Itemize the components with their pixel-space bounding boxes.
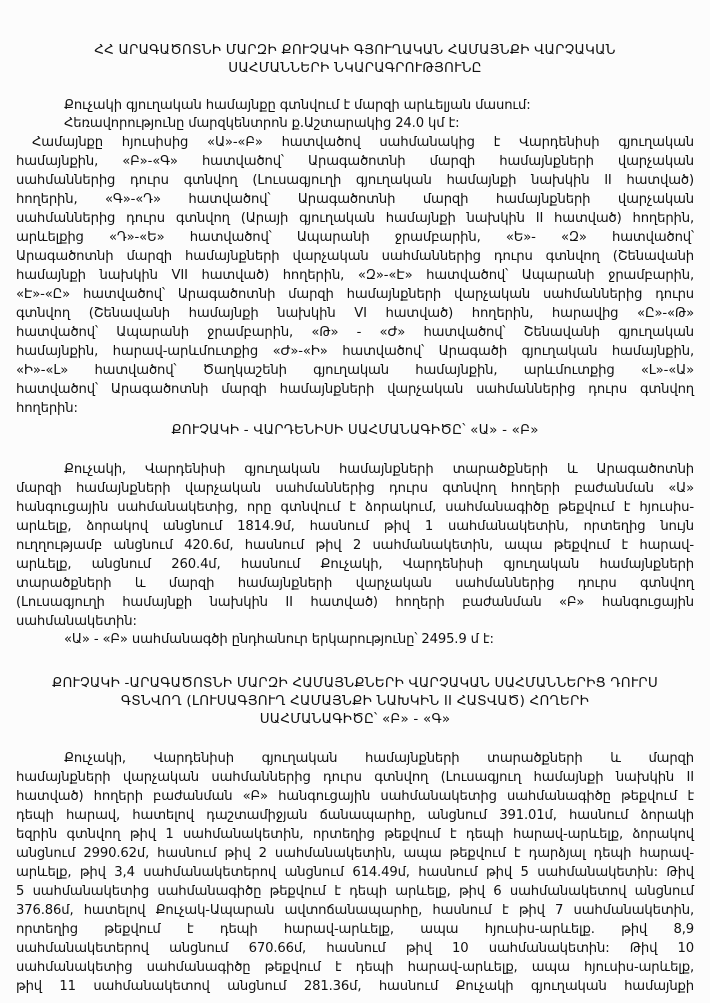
paragraph-line: տարածքների և մարզի համայնքների վարչական սահմաններից դուրս գտնվող	[16, 576, 694, 591]
paragraph-line: Քուչակի, Վարդենիսի գյուղական համայնքների տարածքների և Արագածոտնի	[64, 462, 694, 477]
paragraph-line: ուղղությամբ անցնում 420.6մ, հասնում թիվ 2 սահմանակետին, ապա թեքվում է հարավ-	[16, 538, 694, 553]
section-heading-b-g-line-3: ՍԱՀՄԱՆԱԳԻԾԸ՝ «Բ» - «Գ»	[259, 711, 451, 727]
paragraph-line: մարզի համայնքների վարչական սահմաններից դուրս գտնվող հողերի բաժանման «Ա»	[16, 481, 694, 496]
paragraph-line: հողերին, «Գ»-«Դ» հատվածով՝ Արագածոտնի մարզի համայնքների վարչական	[16, 192, 694, 207]
paragraph-line: Քուչակի, Վարդենիսի գյուղական համայնքների տարածքների և մարզի	[64, 751, 694, 766]
paragraph-line: թիվ 11 սահմանակետով անցնում 281.36մ, հասնում Քուչակի գյուղական համայնքի	[16, 979, 694, 994]
paragraph-line: արևելքից «Դ»-«Ե» հատվածով՝ Ապարանի ջրամբարին, «Ե»- «Զ» հատվածով՝	[16, 230, 694, 245]
paragraph-line: դեպի հարավ, հատելով դաշտամիջյան ճանապարհը, անցնում 391.01մ, հասնում ձորակի	[16, 808, 694, 823]
paragraph-line: սահմանակետերով անցնում 670.66մ, հասնում թիվ 10 սահմանակետին: Թիվ 10	[16, 941, 694, 956]
paragraph-line: արևելք, անցնում 260.4մ, հասնում Քուչակի, Վարդենիսի գյուղական համայնքների	[16, 557, 694, 572]
paragraph-line: համայնքին, հարավ-արևմուտքից «Ժ»-«Ի» հատվածով՝ Արագածի գյուղական համայնքին,	[16, 344, 694, 359]
paragraph-line: հատված) հողերի բաժանման «Բ» հանգուցային սահմանակետից սահմանագիծը թեքվում է	[16, 789, 694, 804]
document-title-line-2: ՍԱՀՄԱՆՆԵՐԻ ՆԿԱՐԱԳՐՈՒԹՅՈՒՆԸ	[228, 60, 482, 76]
paragraph-line: (Լուսագյուղի համայնքի նախկին II հատված) հողերի բաժանման «Բ» հանգուցային	[16, 595, 694, 610]
paragraph-line: գտնվող (Շենավանի համայնքի նախկին VI հատված) հողերին, հարավից «Ը»-«Թ»	[16, 306, 694, 321]
paragraph-line: հանգուցային սահմանակետից, որը գտնվում է ձորակում, սահմանագիծը թեքվում է հյուսիս-	[16, 500, 694, 515]
paragraph-line: հողերին:	[16, 401, 78, 416]
paragraph-line: հատվածով՝ Ապարանի ջրամբարին, «Թ» - «Ժ» հատվածով՝ Շենավանի գյուղական	[16, 325, 694, 340]
paragraph-line: համայնքների վարչական սահմաններից դուրս գտնվող (Լուսագյուղ համայնքի նախկին II	[16, 770, 694, 785]
section-heading-a-b: ՔՈՒՉԱԿԻ - ՎԱՐԴԵՆԻՍԻ ՍԱՀՄԱՆԱԳԻԾԸ՝ «Ա» - «Բ»	[171, 422, 539, 438]
paragraph-line: Համայնքը հյուսիսից «Ա»-«Բ» հատվածով սահմանակից է Վարդենիսի գյուղական	[32, 135, 694, 150]
section-heading-b-g-line-1: ՔՈՒՉԱԿԻ -ԱՐԱԳԱԾՈՏՆԻ ՄԱՐԶԻ ՀԱՄԱՅՆՔՆԵՐԻ ՎԱՐՉԱԿԱՆ ՍԱՀՄԱՆՆԵՐԻՑ ԴՈՒՐՍ	[52, 675, 658, 691]
paragraph-line: արևելք, ձորակով անցնում 1814.9մ, հասնում թիվ 1 սահմանակետին, որտեղից նույն	[16, 519, 694, 534]
section-a-b-total-length: «Ա» - «Բ» սահմանագծի ընդհանուր երկարությունը՝ 2495.9 մ է:	[64, 632, 494, 647]
paragraph-line: «Է»-«Ը» հատվածով՝ Արագածոտնի մարզի համայնքների վարչական սահմաններից դուրս	[16, 287, 694, 302]
paragraph-line: համայնքին, «Բ»-«Գ» հատվածով՝ Արագածոտնի մարզի համայնքների վարչական	[16, 154, 694, 169]
paragraph-line: սահմաններից դուրս գտնվող (Լուսագյուղի գյուղական համայնքի նախկին II հատված)	[16, 173, 694, 188]
paragraph-line: «Ի»-«Լ» հատվածով՝ Ծաղկաշենի գյուղական համայնքին, արևմուտքից «Լ»-«Ա»	[16, 363, 694, 378]
paragraph-line: որտեղից թեքվում է դեպի հարավ-արևելք, ապա հյուսիս-արևելք. թիվ 8,9	[16, 922, 694, 937]
intro-distance: Հեռավորությունը մարզկենտրոն ք.Աշտարակից 24.0 կմ է:	[64, 116, 460, 131]
paragraph-line: սահմանակետին:	[16, 614, 137, 629]
paragraph-line: սահմանակետից սահմանագիծը թեքվում է դեպի հարավ-արևելք, ապա հյուսիս-արևելք,	[16, 960, 694, 975]
paragraph-line: Արագածոտնի մարզի համայնքների վարչական սահմաններից դուրս գտնվող (Շենավանի	[16, 249, 694, 264]
paragraph-line: եզրին գտնվող թիվ 1 սահմանակետին, որտեղից թեքվում է դեպի հարավ-արևելք, ձորակով	[16, 827, 694, 842]
paragraph-line: համայնքի նախկին VII հատված) հողերին, «Զ»-«Է» հատվածով՝ Ապարանի ջրամբարին,	[16, 268, 694, 283]
intro-location: Քուչակի գյուղական համայնքը գտնվում է մարզի արևելյան մասում:	[64, 98, 531, 113]
section-heading-b-g-line-2: ԳՏՆՎՈՂ (ԼՈՒՍԱԳՅՈՒՂ ՀԱՄԱՅՆՔԻ ՆԱԽԿԻՆ II ՀԱՏՎԱԾ) ՀՈՂԵՐԻ	[120, 693, 590, 709]
paragraph-line: անցնում 2990.62մ, հասնում թիվ 2 սահմանակետին, ապա թեքվում է դարձյալ դեպի հարավ-	[16, 846, 694, 861]
paragraph-line: հատվածով՝ Արագածոտնի մարզի համայնքների վարչական սահմաններից դուրս գտնվող	[16, 382, 694, 397]
paragraph-line: 376.86մ, հատելով Քուչակ-Ապարան ավտոճանապարհը, հասնում է թիվ 7 սահմանակետին,	[16, 903, 694, 918]
paragraph-line: արևելք, թիվ 3,4 սահմանակետերով անցնում 614.49մ, հասնում թիվ 5 սահմանակետին: Թիվ	[16, 865, 694, 880]
document-title-line-1: ՀՀ ԱՐԱԳԱԾՈՏՆԻ ՄԱՐԶԻ ՔՈՒՉԱԿԻ ԳՅՈՒՂԱԿԱՆ ՀԱՄԱՅՆՔԻ ՎԱՐՉԱԿԱՆ	[94, 42, 616, 58]
paragraph-line: 5 սահմանակետից սահմանագիծը թեքվում է դեպի արևելք, թիվ 6 սահմանակետով անցնում	[16, 884, 694, 899]
paragraph-line: սահմաններից դուրս գտնվող (Արայի գյուղական համայնքի նախկին II հատված) հողերին,	[16, 211, 694, 226]
